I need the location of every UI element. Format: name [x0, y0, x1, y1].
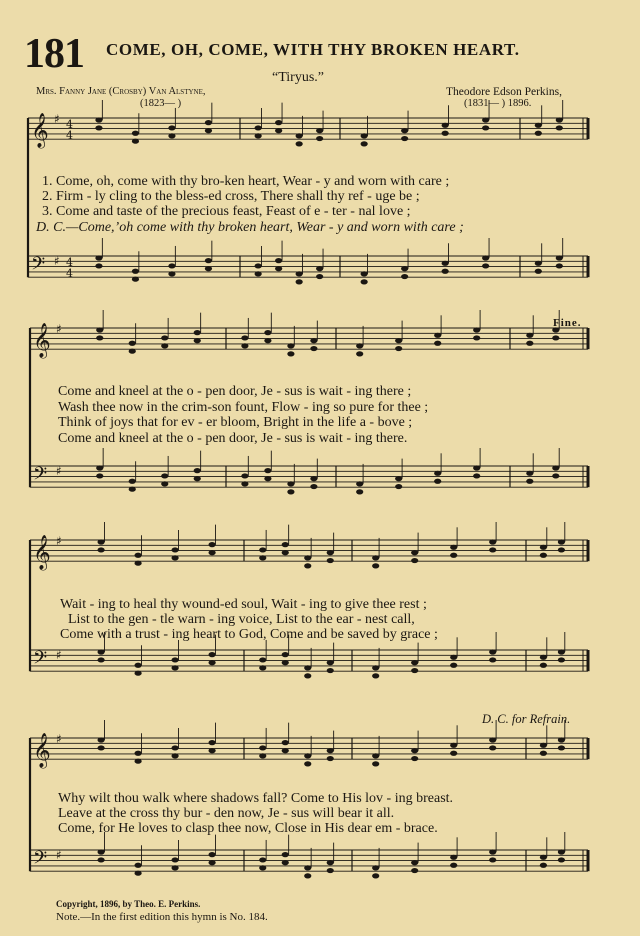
notehead — [264, 476, 271, 481]
notehead — [442, 261, 449, 266]
notehead — [209, 852, 216, 857]
notehead — [172, 547, 179, 552]
time-signature-bottom: 4 — [66, 129, 73, 142]
notehead — [372, 665, 379, 670]
footnote: Note.—In the first edition this hymn is No. 184. — [56, 911, 268, 923]
notehead — [259, 857, 266, 862]
notehead — [172, 555, 179, 560]
notehead — [434, 341, 441, 346]
system4-verse3: Come, for He loves to clasp thee now, Close in His dear em - brace. — [58, 821, 438, 836]
key-signature-sharp: ♯ — [54, 112, 60, 126]
notehead — [259, 753, 266, 758]
notehead — [282, 542, 289, 547]
notehead — [172, 857, 179, 862]
notehead — [489, 657, 496, 662]
notehead — [526, 471, 533, 476]
notehead — [161, 481, 168, 486]
notehead — [282, 740, 289, 745]
notehead — [556, 263, 563, 268]
notehead — [96, 465, 103, 470]
notehead — [275, 266, 282, 271]
notehead — [526, 333, 533, 338]
notehead — [98, 745, 105, 750]
notehead — [482, 263, 489, 268]
notehead — [411, 868, 418, 873]
notehead — [275, 128, 282, 133]
notehead — [304, 873, 311, 878]
notehead — [310, 476, 317, 481]
notehead — [135, 871, 142, 876]
treble-clef: 𝄞 — [33, 323, 51, 358]
notehead — [161, 343, 168, 348]
notehead — [275, 258, 282, 263]
notehead — [552, 473, 559, 478]
notehead — [168, 133, 175, 138]
notehead — [558, 547, 565, 552]
notehead — [241, 481, 248, 486]
notehead — [540, 663, 547, 668]
fine-label: Fine. — [553, 317, 582, 329]
notehead — [489, 745, 496, 750]
notehead — [264, 330, 271, 335]
notehead — [411, 558, 418, 563]
notehead — [255, 271, 262, 276]
notehead — [132, 131, 139, 136]
notehead — [98, 857, 105, 862]
notehead — [395, 476, 402, 481]
notehead — [205, 258, 212, 263]
notehead — [95, 125, 102, 130]
notehead — [241, 343, 248, 348]
notehead — [540, 553, 547, 558]
composer-years: (1831— ) 1896. — [464, 98, 532, 109]
notehead — [95, 117, 102, 122]
system1-verse3: 3. Come and taste of the precious feast, Feast of e - ter - nal love ; — [42, 204, 411, 219]
notehead — [372, 555, 379, 560]
notehead — [558, 745, 565, 750]
notehead — [304, 753, 311, 758]
notehead — [132, 277, 139, 282]
notehead — [275, 120, 282, 125]
notehead — [556, 255, 563, 260]
notehead — [482, 117, 489, 122]
time-signature-top: 4 — [66, 118, 73, 131]
notehead — [255, 125, 262, 130]
notehead — [135, 863, 142, 868]
notehead — [255, 133, 262, 138]
bass-clef: 𝄢 — [33, 648, 48, 673]
notehead — [489, 649, 496, 654]
notehead — [526, 479, 533, 484]
notehead — [361, 271, 368, 276]
notehead — [489, 539, 496, 544]
notehead — [489, 849, 496, 854]
notehead — [264, 468, 271, 473]
notehead — [304, 761, 311, 766]
notehead — [442, 123, 449, 128]
notehead — [161, 335, 168, 340]
notehead — [209, 542, 216, 547]
notehead — [259, 555, 266, 560]
notehead — [540, 743, 547, 748]
notehead — [129, 349, 136, 354]
notehead — [209, 860, 216, 865]
notehead — [129, 479, 136, 484]
key-signature-sharp: ♯ — [56, 848, 62, 862]
notehead — [401, 274, 408, 279]
notehead — [558, 737, 565, 742]
notehead — [259, 745, 266, 750]
notehead — [98, 539, 105, 544]
notehead — [135, 671, 142, 676]
system4-verse2: Leave at the cross thy bur - den now, Je - sus will bear it all. — [58, 806, 395, 821]
notehead — [442, 131, 449, 136]
notehead — [205, 266, 212, 271]
notehead — [172, 665, 179, 670]
notehead — [401, 128, 408, 133]
notehead — [356, 351, 363, 356]
notehead — [356, 343, 363, 348]
notehead — [95, 255, 102, 260]
system2-verse1: Come and kneel at the o - pen door, Je - sus is wait - ing there ; — [58, 384, 412, 399]
notehead — [98, 737, 105, 742]
notehead — [205, 120, 212, 125]
key-signature-sharp: ♯ — [54, 254, 60, 268]
notehead — [558, 849, 565, 854]
notehead — [129, 487, 136, 492]
notehead — [450, 553, 457, 558]
hymn-title: COME, OH, COME, WITH THY BROKEN HEART. — [106, 40, 520, 59]
notehead — [327, 860, 334, 865]
notehead — [304, 555, 311, 560]
notehead — [98, 547, 105, 552]
notehead — [450, 855, 457, 860]
system2-verse2: Wash thee now in the crim-son fount, Flow - ing so pure for thee ; — [58, 400, 429, 415]
notehead — [361, 141, 368, 146]
notehead — [535, 131, 542, 136]
notehead — [194, 330, 201, 335]
notehead — [552, 465, 559, 470]
notehead — [372, 673, 379, 678]
notehead — [535, 269, 542, 274]
notehead — [135, 759, 142, 764]
system1-verse2: 2. Firm - ly cling to the bless-ed cross, There shall thy ref - uge be ; — [42, 189, 420, 204]
author-years: (1823— ) — [140, 98, 182, 109]
notehead — [129, 341, 136, 346]
notehead — [327, 550, 334, 555]
notehead — [96, 473, 103, 478]
key-signature-sharp: ♯ — [56, 732, 62, 746]
notehead — [401, 136, 408, 141]
notehead — [473, 335, 480, 340]
notehead — [552, 335, 559, 340]
notehead — [241, 335, 248, 340]
notehead — [361, 133, 368, 138]
bass-clef: 𝄢 — [33, 464, 48, 489]
notehead — [282, 852, 289, 857]
bass-clef: 𝄢 — [33, 848, 48, 873]
notehead — [194, 338, 201, 343]
notehead — [241, 473, 248, 478]
notehead — [209, 740, 216, 745]
notehead — [327, 868, 334, 873]
notehead — [411, 550, 418, 555]
notehead — [96, 335, 103, 340]
notehead — [558, 539, 565, 544]
notehead — [540, 855, 547, 860]
notehead — [282, 660, 289, 665]
notehead — [450, 751, 457, 756]
notehead — [296, 271, 303, 276]
notehead — [132, 269, 139, 274]
notehead — [209, 652, 216, 657]
notehead — [132, 139, 139, 144]
treble-clef: 𝄞 — [31, 113, 49, 148]
notehead — [473, 327, 480, 332]
notehead — [304, 563, 311, 568]
dc-refrain-label: D. C. for Refrain. — [482, 712, 571, 726]
bass-clef: 𝄢 — [31, 254, 46, 279]
notehead — [287, 489, 294, 494]
notehead — [316, 136, 323, 141]
notehead — [526, 341, 533, 346]
notehead — [287, 351, 294, 356]
notehead — [450, 663, 457, 668]
notehead — [473, 473, 480, 478]
notehead — [327, 756, 334, 761]
notehead — [372, 865, 379, 870]
notehead — [296, 279, 303, 284]
notehead — [401, 266, 408, 271]
notehead — [372, 753, 379, 758]
notehead — [535, 123, 542, 128]
notehead — [540, 655, 547, 660]
notehead — [442, 269, 449, 274]
key-signature-sharp: ♯ — [56, 322, 62, 336]
notehead — [327, 748, 334, 753]
notehead — [450, 655, 457, 660]
notehead — [361, 279, 368, 284]
key-signature-sharp: ♯ — [56, 534, 62, 548]
notehead — [310, 484, 317, 489]
notehead — [255, 263, 262, 268]
author-credit: Mrs. Fanny Jane (Crosby) Van Alstyne, — [36, 86, 206, 97]
notehead — [172, 753, 179, 758]
notehead — [287, 481, 294, 486]
notehead — [434, 333, 441, 338]
notehead — [282, 860, 289, 865]
notehead — [372, 761, 379, 766]
time-signature-top: 4 — [66, 256, 73, 269]
notehead — [135, 751, 142, 756]
notehead — [411, 660, 418, 665]
notehead — [95, 263, 102, 268]
notehead — [316, 266, 323, 271]
notehead — [96, 327, 103, 332]
notehead — [98, 657, 105, 662]
notehead — [489, 547, 496, 552]
notehead — [558, 857, 565, 862]
tune-name: “Tiryus.” — [272, 70, 324, 85]
notehead — [194, 476, 201, 481]
notehead — [327, 668, 334, 673]
notehead — [316, 274, 323, 279]
notehead — [98, 649, 105, 654]
system3-verse3: Come with a trust - ing heart to God, Come and be saved by grace ; — [60, 627, 438, 642]
notehead — [135, 663, 142, 668]
notehead — [168, 125, 175, 130]
notehead — [489, 857, 496, 862]
notehead — [535, 261, 542, 266]
notehead — [310, 346, 317, 351]
notehead — [540, 863, 547, 868]
notehead — [411, 860, 418, 865]
notehead — [356, 489, 363, 494]
system3-verse1: Wait - ing to heal thy wound-ed soul, Wait - ing to give thee rest ; — [60, 597, 427, 612]
notehead — [556, 117, 563, 122]
notehead — [98, 849, 105, 854]
notehead — [264, 338, 271, 343]
notehead — [172, 745, 179, 750]
key-signature-sharp: ♯ — [56, 464, 62, 478]
notehead — [304, 865, 311, 870]
system3-verse2: List to the gen - tle warn - ing voice, List to the ear - nest call, — [68, 612, 415, 627]
notehead — [482, 125, 489, 130]
notehead — [168, 263, 175, 268]
notehead — [482, 255, 489, 260]
notehead — [296, 133, 303, 138]
notehead — [473, 465, 480, 470]
notehead — [259, 657, 266, 662]
notehead — [450, 743, 457, 748]
system1-verse1: 1. Come, oh, come with thy bro-ken heart, Wear - y and worn with care ; — [42, 174, 450, 189]
notehead — [259, 665, 266, 670]
notehead — [395, 338, 402, 343]
notehead — [209, 550, 216, 555]
notehead — [540, 751, 547, 756]
notehead — [411, 756, 418, 761]
system2-refrain: Come and kneel at the o - pen door, Je - sus is wait - ing there. — [58, 431, 408, 446]
notehead — [135, 561, 142, 566]
system1-refrain: D. C.—Come,’oh come with thy broken heart, Wear - y and worn with care ; — [36, 220, 464, 235]
notehead — [209, 748, 216, 753]
notehead — [259, 865, 266, 870]
notehead — [434, 471, 441, 476]
notehead — [372, 563, 379, 568]
notehead — [556, 125, 563, 130]
key-signature-sharp: ♯ — [56, 648, 62, 662]
notehead — [450, 863, 457, 868]
treble-clef: 𝄞 — [33, 535, 51, 570]
time-signature-bottom: 4 — [66, 267, 73, 280]
notehead — [282, 652, 289, 657]
notehead — [259, 547, 266, 552]
hymn-number: 181 — [24, 31, 84, 77]
notehead — [489, 737, 496, 742]
notehead — [209, 660, 216, 665]
copyright-line: Copyright, 1896, by Theo. E. Perkins. — [56, 899, 201, 909]
notehead — [316, 128, 323, 133]
treble-clef: 𝄞 — [33, 733, 51, 768]
composer-credit: Theodore Edson Perkins, — [446, 86, 562, 98]
notehead — [172, 657, 179, 662]
notehead — [434, 479, 441, 484]
notehead — [558, 657, 565, 662]
notehead — [356, 481, 363, 486]
notehead — [411, 668, 418, 673]
notehead — [395, 484, 402, 489]
notehead — [450, 545, 457, 550]
notehead — [304, 665, 311, 670]
notehead — [304, 673, 311, 678]
notehead — [310, 338, 317, 343]
notehead — [327, 660, 334, 665]
notehead — [168, 271, 175, 276]
notehead — [372, 873, 379, 878]
system4-verse1: Why wilt thou walk where shadows fall? Come to His lov - ing breast. — [58, 791, 454, 806]
notehead — [282, 550, 289, 555]
notehead — [161, 473, 168, 478]
notehead — [411, 748, 418, 753]
notehead — [135, 553, 142, 558]
notehead — [558, 649, 565, 654]
notehead — [327, 558, 334, 563]
notehead — [395, 346, 402, 351]
notehead — [287, 343, 294, 348]
notehead — [282, 748, 289, 753]
notehead — [172, 865, 179, 870]
notehead — [194, 468, 201, 473]
system2-verse3: Think of joys that for ev - er bloom, Bright in the life a - bove ; — [58, 415, 413, 430]
notehead — [540, 545, 547, 550]
notehead — [205, 128, 212, 133]
notehead — [296, 141, 303, 146]
